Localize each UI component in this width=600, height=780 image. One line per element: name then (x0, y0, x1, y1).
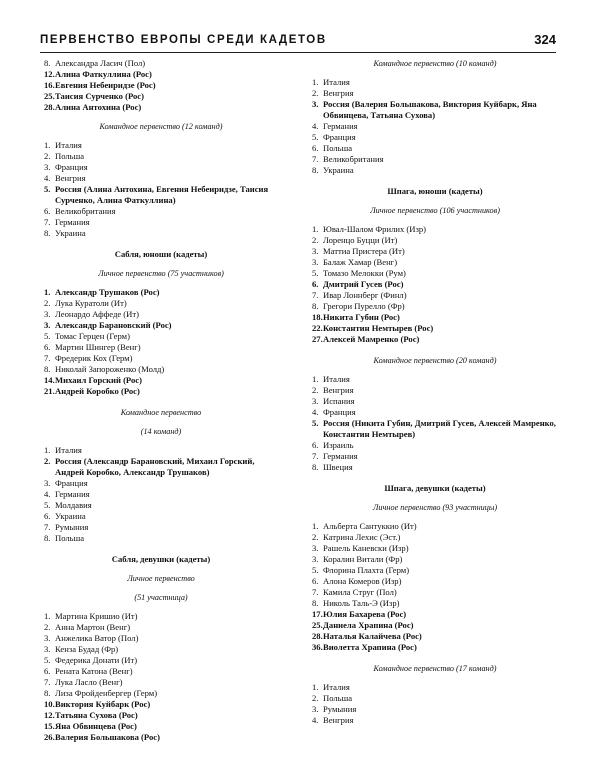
place-number: 28. (44, 102, 55, 112)
place-number: 4. (44, 173, 51, 183)
list-item (44, 478, 278, 489)
place-number: 6. (312, 440, 319, 450)
list-item (44, 633, 278, 644)
entry-text: Анна Мартон (Венг) (55, 622, 131, 632)
entry-text: Германия (323, 121, 358, 131)
place-number: 2. (44, 622, 51, 632)
entry-text: Россия (Алина Антохина, Евгения Небеиридзе, Таисия Сурченко, Алина Фаткуллина) (55, 184, 269, 205)
results-list (312, 682, 558, 726)
place-number: 3. (44, 478, 51, 488)
place-number: 4. (44, 489, 51, 499)
place-number: 2. (44, 298, 51, 308)
place-number: 1. (44, 611, 51, 621)
section-heading: Сабля, юноши (кадеты) (114, 249, 208, 259)
results-list (44, 611, 278, 743)
list-item (44, 732, 278, 743)
entry-text: Италия (323, 682, 350, 692)
place-number: 3. (44, 309, 51, 319)
place-number: 8. (312, 462, 319, 472)
list-item (44, 364, 278, 375)
entry-text: Великобритания (323, 154, 384, 164)
entry-text: Франция (323, 407, 356, 417)
page-number: 324 (534, 32, 556, 47)
entry-text: Томас Герцен (Герм) (55, 331, 130, 341)
list-item (44, 511, 278, 522)
entry-text: Ивар Лоннберг (Финл) (323, 290, 407, 300)
entry-text: Франция (323, 132, 356, 142)
page-header (40, 34, 556, 53)
section-subtitle: Командное первенство (10 команд) (373, 59, 497, 68)
place-number: 5. (44, 500, 51, 510)
list-item (44, 320, 278, 331)
list-item (44, 162, 278, 173)
entry-text: Германия (55, 217, 90, 227)
section-heading: Шпага, юноши (кадеты) (387, 186, 483, 196)
list-item (44, 206, 278, 217)
place-number: 8. (44, 688, 51, 698)
list-item (44, 699, 278, 710)
entry-text: Катрина Лехис (Эст.) (323, 532, 401, 542)
entry-text: Испания (323, 396, 355, 406)
list-item (312, 543, 558, 554)
list-item (312, 407, 558, 418)
list-item (44, 375, 278, 386)
list-item (312, 693, 558, 704)
place-number: 2. (44, 151, 51, 161)
place-number: 2. (312, 693, 319, 703)
place-number: 8. (44, 58, 51, 68)
entry-text: Венгрия (323, 88, 354, 98)
place-number: 5. (44, 184, 51, 194)
list-item (44, 184, 278, 206)
place-number: 3. (312, 554, 319, 564)
entry-text: Россия (Никита Губин, Дмитрий Гусев, Алексей Мамренко, Константин Немтырев) (323, 418, 556, 439)
place-number: 8. (312, 598, 319, 608)
results-list (44, 140, 278, 239)
section-heading: Шпага, девушки (кадеты) (384, 483, 486, 493)
place-number: 3. (312, 99, 319, 109)
entry-text: Николь Таль-Э (Изр) (323, 598, 400, 608)
entry-text: Николай Запороженко (Молд) (55, 364, 165, 374)
entry-text: Валерия Большакова (Рос) (55, 732, 160, 742)
place-number: 12. (44, 69, 55, 79)
place-number: 12. (44, 710, 55, 720)
list-item (44, 666, 278, 677)
entry-text: Евгения Небеиридзе (Рос) (55, 80, 156, 90)
list-item (312, 77, 558, 88)
list-item (312, 642, 558, 653)
list-item (312, 224, 558, 235)
place-number: 1. (44, 287, 51, 297)
entry-text: Польша (55, 533, 85, 543)
list-item (312, 631, 558, 642)
entry-text: Рашель Каневски (Изр) (323, 543, 409, 553)
place-number: 3. (44, 162, 51, 172)
place-number: 22. (312, 323, 323, 333)
place-number: 7. (312, 587, 319, 597)
list-item (312, 143, 558, 154)
entry-text: Польша (323, 143, 353, 153)
list-item (312, 235, 558, 246)
entry-text: Федерика Донати (Ит) (55, 655, 138, 665)
entry-text: Германия (323, 451, 358, 461)
list-item (312, 165, 558, 176)
list-item (312, 132, 558, 143)
section-subtitle: Командное первенство (17 команд) (373, 664, 497, 673)
list-item (44, 353, 278, 364)
entry-text: Швеция (323, 462, 353, 472)
place-number: 4. (312, 407, 319, 417)
results-list (312, 77, 558, 176)
place-number: 3. (44, 320, 51, 330)
list-item (312, 279, 558, 290)
place-number: 6. (312, 279, 319, 289)
entry-text: Румыния (55, 522, 89, 532)
list-item (312, 385, 558, 396)
section-subtitle: Личное первенство (93 участницы) (372, 503, 498, 512)
list-item (44, 721, 278, 732)
list-item (312, 682, 558, 693)
place-number: 8. (44, 533, 51, 543)
list-item (44, 644, 278, 655)
entry-text: Украина (323, 165, 354, 175)
entry-text: Италия (55, 140, 82, 150)
entry-text: Кенза Будад (Фр) (55, 644, 119, 654)
entry-text: Алина Фаткуллина (Рос) (55, 69, 152, 79)
entry-text: Коралин Витали (Фр) (323, 554, 403, 564)
place-number: 5. (312, 565, 319, 575)
list-item (312, 99, 558, 121)
entry-text: Камила Струг (Пол) (323, 587, 397, 597)
list-item (44, 342, 278, 353)
entry-text: Лука Куратоли (Ит) (55, 298, 127, 308)
place-number: 8. (44, 364, 51, 374)
place-number: 3. (312, 704, 319, 714)
place-number: 7. (44, 217, 51, 227)
list-item (44, 688, 278, 699)
entry-text: Польша (323, 693, 353, 703)
place-number: 14. (44, 375, 55, 385)
entry-text: Анжелика Ватор (Пол) (55, 633, 139, 643)
section-subtitle: Личное первенство (75 участников) (98, 269, 224, 278)
section-subtitle: Командное первенство (12 команд) (99, 122, 223, 131)
place-number: 8. (312, 165, 319, 175)
list-item (44, 287, 278, 298)
section-subtitle: (14 команд) (140, 427, 182, 436)
entry-text: Татьяна Сухова (Рос) (55, 710, 138, 720)
list-item (312, 521, 558, 532)
place-number: 6. (312, 143, 319, 153)
list-item (312, 88, 558, 99)
list-item (312, 554, 558, 565)
entry-text: Украина (55, 228, 86, 238)
place-number: 17. (312, 609, 323, 619)
place-number: 2. (312, 235, 319, 245)
place-number: 1. (44, 140, 51, 150)
place-number: 25. (312, 620, 323, 630)
list-item (44, 102, 278, 113)
place-number: 7. (312, 290, 319, 300)
place-number: 27. (312, 334, 323, 344)
results-list (44, 445, 278, 544)
place-number: 5. (44, 331, 51, 341)
list-item (44, 80, 278, 91)
entry-text: Леонардо Аффеде (Ит) (55, 309, 139, 319)
place-number: 2. (312, 88, 319, 98)
list-item (44, 173, 278, 184)
entry-text: Таисия Сурченко (Рос) (55, 91, 144, 101)
entry-text: Балаж Хамар (Венг) (323, 257, 398, 267)
place-number: 8. (312, 301, 319, 311)
results-list (312, 224, 558, 345)
entry-text: Ювал-Шалом Фрилих (Изр) (323, 224, 427, 234)
entry-text: Яна Обвинцева (Рос) (55, 721, 137, 731)
list-item (44, 91, 278, 102)
place-number: 6. (44, 342, 51, 352)
list-item (44, 386, 278, 397)
section-subtitle: Командное первенство (20 команд) (373, 356, 497, 365)
place-number: 3. (44, 633, 51, 643)
list-item (44, 622, 278, 633)
list-item (44, 58, 278, 69)
place-number: 2. (312, 385, 319, 395)
results-list (44, 287, 278, 397)
entry-text: Флорина Плахта (Герм) (323, 565, 410, 575)
list-item (312, 532, 558, 543)
entry-text: Юлия Бахарева (Рос) (323, 609, 407, 619)
results-list (44, 58, 278, 113)
place-number: 5. (312, 132, 319, 142)
entry-text: Рената Катона (Венг) (55, 666, 133, 676)
place-number: 16. (44, 80, 55, 90)
entry-text: Мартин Шингер (Венг) (55, 342, 141, 352)
entry-text: Виктория Куйбарк (Рос) (55, 699, 151, 709)
entry-text: Венгрия (323, 715, 354, 725)
list-item (44, 331, 278, 342)
place-number: 26. (44, 732, 55, 742)
entry-text: Израиль (323, 440, 354, 450)
place-number: 6. (44, 666, 51, 676)
place-number: 1. (312, 682, 319, 692)
place-number: 6. (44, 511, 51, 521)
results-list (312, 521, 558, 653)
list-item (312, 451, 558, 462)
entry-text: Италия (323, 374, 350, 384)
place-number: 2. (312, 532, 319, 542)
entry-text: Наталья Калайчева (Рос) (323, 631, 422, 641)
list-item (44, 533, 278, 544)
entry-text: Лука Ласло (Венг) (55, 677, 123, 687)
section-heading: Сабля, девушки (кадеты) (111, 554, 211, 564)
entry-text: Италия (55, 445, 82, 455)
entry-text: Польша (55, 151, 85, 161)
list-item (44, 228, 278, 239)
list-item (44, 710, 278, 721)
place-number: 1. (312, 521, 319, 531)
section-subtitle: (51 участница) (134, 593, 188, 602)
list-item (44, 445, 278, 456)
entry-text: Франция (55, 478, 88, 488)
list-item (312, 587, 558, 598)
entry-text: Лоренцо Буцци (Ит) (323, 235, 398, 245)
place-number: 18. (312, 312, 323, 322)
entry-text: Алина Антохина (Рос) (55, 102, 142, 112)
list-item (312, 312, 558, 323)
list-item (312, 268, 558, 279)
place-number: 7. (44, 522, 51, 532)
list-item (312, 121, 558, 132)
list-item (312, 323, 558, 334)
place-number: 1. (312, 374, 319, 384)
entry-text: Лиза Фройденбергер (Герм) (55, 688, 158, 698)
place-number: 21. (44, 386, 55, 396)
place-number: 8. (44, 228, 51, 238)
list-item (312, 334, 558, 345)
list-item (44, 655, 278, 666)
list-item (312, 396, 558, 407)
entry-text: Россия (Валерия Большакова, Виктория Куйбарк, Яна Обвинцева, Татьяна Сухова) (323, 99, 537, 120)
list-item (312, 598, 558, 609)
entry-text: Фредерик Кох (Герм) (55, 353, 133, 363)
list-item (44, 522, 278, 533)
section-subtitle: Личное первенство (106 участников) (370, 206, 500, 215)
entry-text: Александра Ласич (Пол) (55, 58, 146, 68)
entry-text: Мартина Кришио (Ит) (55, 611, 138, 621)
entry-text: Румыния (323, 704, 357, 714)
place-number: 7. (44, 677, 51, 687)
entry-text: Альберта Сантуккио (Ит) (323, 521, 417, 531)
entry-text: Великобритания (55, 206, 116, 216)
place-number: 28. (312, 631, 323, 641)
place-number: 3. (312, 257, 319, 267)
results-list (312, 374, 558, 473)
list-item (312, 257, 558, 268)
entry-text: Украина (55, 511, 86, 521)
entry-text: Алона Комеров (Изр) (323, 576, 402, 586)
list-item (44, 298, 278, 309)
entry-text: Константин Немтырев (Рос) (323, 323, 434, 333)
entry-text: Александр Трушаков (Рос) (55, 287, 160, 297)
list-item (44, 456, 278, 478)
entry-text: Грегори Пурелло (Фр) (323, 301, 405, 311)
list-item (312, 565, 558, 576)
list-item (44, 69, 278, 80)
place-number: 7. (44, 353, 51, 363)
entry-text: Дмитрий Гусев (Рос) (323, 279, 404, 289)
list-item (312, 374, 558, 385)
list-item (312, 704, 558, 715)
list-item (312, 620, 558, 631)
place-number: 3. (312, 543, 319, 553)
place-number: 15. (44, 721, 55, 731)
section-subtitle: Командное первенство (120, 408, 202, 417)
list-item (312, 576, 558, 587)
list-item (44, 309, 278, 320)
list-item (312, 301, 558, 312)
page-title: ПЕРВЕНСТВО ЕВРОПЫ СРЕДИ КАДЕТОВ (40, 34, 327, 46)
list-item (44, 489, 278, 500)
entry-text: Никита Губин (Рос) (323, 312, 400, 322)
place-number: 1. (312, 224, 319, 234)
list-item (312, 418, 558, 440)
entry-text: Михаил Горский (Рос) (55, 375, 142, 385)
entry-text: Молдавия (55, 500, 92, 510)
place-number: 5. (312, 268, 319, 278)
place-number: 5. (44, 655, 51, 665)
entry-text: Венгрия (323, 385, 354, 395)
list-item (312, 246, 558, 257)
list-item (312, 462, 558, 473)
place-number: 2. (44, 456, 51, 466)
entry-text: Германия (55, 489, 90, 499)
place-number: 3. (312, 246, 319, 256)
entry-text: Алексей Мамренко (Рос) (323, 334, 420, 344)
place-number: 5. (312, 418, 319, 428)
place-number: 3. (312, 396, 319, 406)
list-item (44, 151, 278, 162)
entry-text: Франция (55, 162, 88, 172)
section-subtitle: Личное первенство (127, 574, 195, 583)
entry-text: Венгрия (55, 173, 86, 183)
entry-text: Россия (Александр Барановский, Михаил Горский, Андрей Коробко, Александр Трушаков) (55, 456, 255, 477)
list-item (312, 290, 558, 301)
place-number: 7. (312, 451, 319, 461)
list-item (44, 677, 278, 688)
place-number: 10. (44, 699, 55, 709)
list-item (312, 715, 558, 726)
entry-text: Даниела Храпина (Рос) (323, 620, 414, 630)
place-number: 7. (312, 154, 319, 164)
place-number: 36. (312, 642, 323, 652)
entry-text: Томазо Мелокки (Рум) (323, 268, 406, 278)
list-item (312, 154, 558, 165)
place-number: 1. (312, 77, 319, 87)
entry-text: Виолетта Храпина (Рос) (323, 642, 417, 652)
list-item (44, 140, 278, 151)
list-item (312, 440, 558, 451)
place-number: 1. (44, 445, 51, 455)
place-number: 6. (312, 576, 319, 586)
place-number: 4. (312, 715, 319, 725)
entry-text: Маттиа Пристера (Ит) (323, 246, 405, 256)
place-number: 25. (44, 91, 55, 101)
place-number: 6. (44, 206, 51, 216)
entry-text: Александр Барановский (Рос) (55, 320, 172, 330)
place-number: 4. (312, 121, 319, 131)
place-number: 3. (44, 644, 51, 654)
left-column (44, 58, 278, 743)
list-item (44, 500, 278, 511)
entry-text: Италия (323, 77, 350, 87)
list-item (44, 217, 278, 228)
right-column (312, 58, 558, 726)
list-item (312, 609, 558, 620)
entry-text: Андрей Коробко (Рос) (55, 386, 140, 396)
list-item (44, 611, 278, 622)
